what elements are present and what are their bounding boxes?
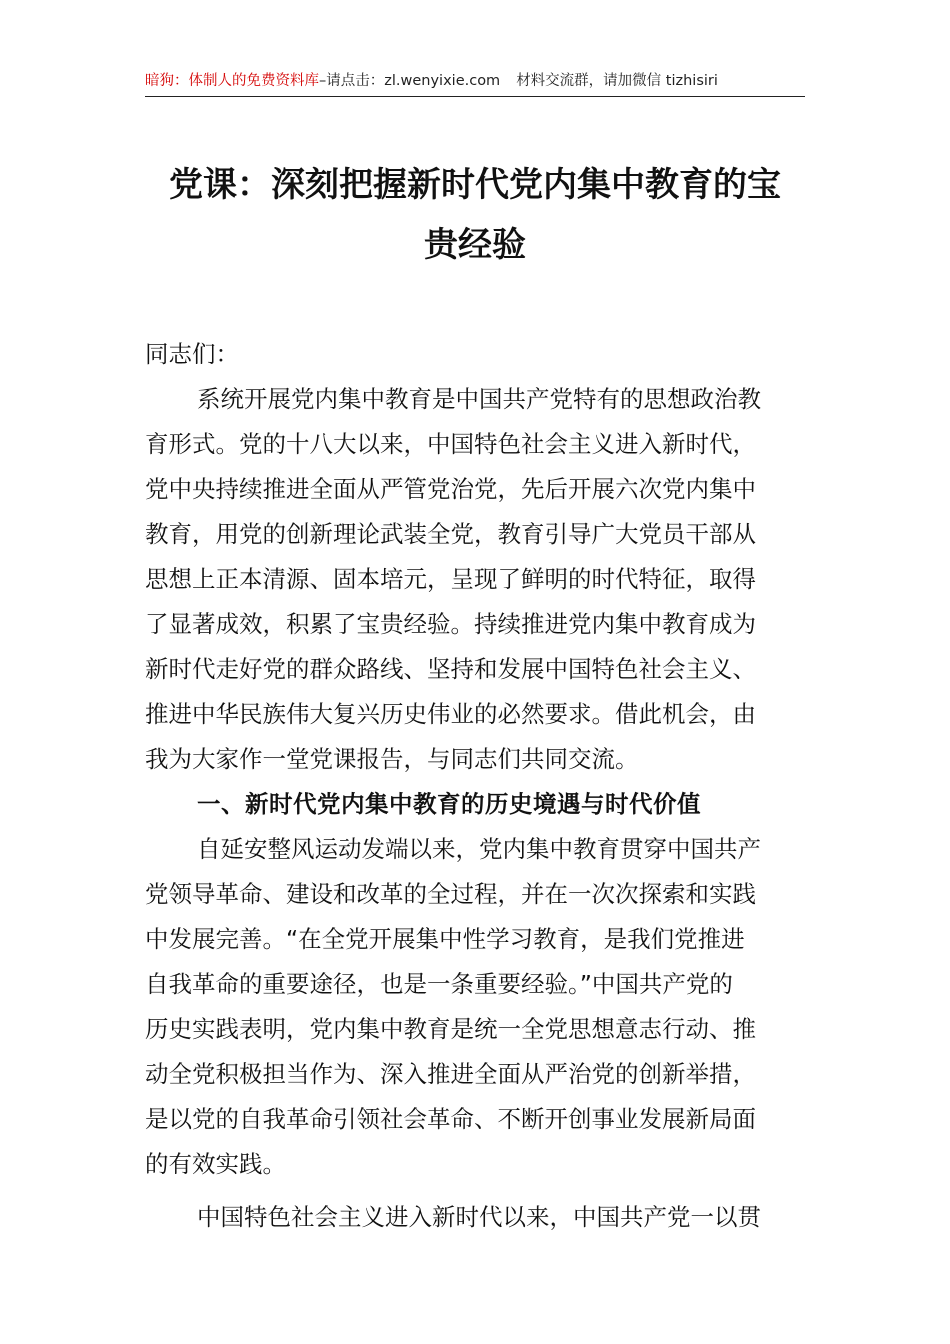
paragraph-line: 新时代走好党的群众路线、坚持和发展中国特色社会主义、 bbox=[145, 655, 756, 683]
paragraph-line: 我为大家作一堂党课报告，与同志们共同交流。 bbox=[145, 745, 639, 773]
paragraph-line: 历史实践表明，党内集中教育是统一全党思想意志行动、推 bbox=[145, 1015, 756, 1043]
header-contact: 材料交流群，请加微信 tizhisiri bbox=[516, 73, 718, 89]
header-brand: 暗狗：体制人的免费资料库 bbox=[145, 73, 319, 89]
paragraph-line: 的有效实践。 bbox=[145, 1150, 286, 1178]
paragraph-line: 教育，用党的创新理论武装全党，教育引导广大党员干部从 bbox=[145, 520, 756, 548]
section-heading: 一、新时代党内集中教育的历史境遇与时代价值 bbox=[197, 790, 701, 818]
paragraph-line: 育形式。党的十八大以来，中国特色社会主义进入新时代， bbox=[145, 430, 756, 458]
paragraph-2 bbox=[145, 827, 815, 1187]
document-body bbox=[145, 332, 815, 1240]
paragraph-line: 党中央持续推进全面从严管党治党，先后开展六次党内集中 bbox=[145, 475, 756, 503]
paragraph-line: 自我革命的重要途径，也是一条重要经验。”中国共产党的 bbox=[145, 970, 733, 998]
paragraph-line: 系统开展党内集中教育是中国共产党特有的思想政治教 bbox=[197, 385, 761, 413]
document-title bbox=[145, 155, 805, 275]
paragraph-line: 自延安整风运动发端以来，党内集中教育贯穿中国共产 bbox=[197, 835, 761, 863]
header-link[interactable]: zl.wenyixie.com bbox=[384, 73, 501, 89]
paragraph-line: 动全党积极担当作为、深入推进全面从严治党的创新举措， bbox=[145, 1060, 756, 1088]
paragraph-line: 思想上正本清源、固本培元，呈现了鲜明的时代特征，取得 bbox=[145, 565, 756, 593]
paragraph-1 bbox=[145, 377, 815, 782]
title-line-1: 党课：深刻把握新时代党内集中教育的宝 bbox=[169, 165, 781, 205]
paragraph-line: 是以党的自我革命引领社会革命、不断开创事业发展新局面 bbox=[145, 1105, 756, 1133]
header-link-prefix: –请点击： bbox=[319, 73, 385, 89]
paragraph-line: 党领导革命、建设和改革的全过程，并在一次次探索和实践 bbox=[145, 880, 756, 908]
page-header bbox=[145, 70, 805, 97]
paragraph-3 bbox=[145, 1195, 815, 1240]
title-line-2: 贵经验 bbox=[424, 225, 526, 265]
paragraph-line: 推进中华民族伟大复兴历史伟业的必然要求。借此机会，由 bbox=[145, 700, 756, 728]
paragraph-line: 中国特色社会主义进入新时代以来，中国共产党一以贯 bbox=[197, 1203, 761, 1231]
paragraph-line: 了显著成效，积累了宝贵经验。持续推进党内集中教育成为 bbox=[145, 610, 756, 638]
salutation: 同志们： bbox=[145, 340, 239, 368]
paragraph-line: 中发展完善。“在全党开展集中性学习教育，是我们党推进 bbox=[145, 925, 745, 953]
